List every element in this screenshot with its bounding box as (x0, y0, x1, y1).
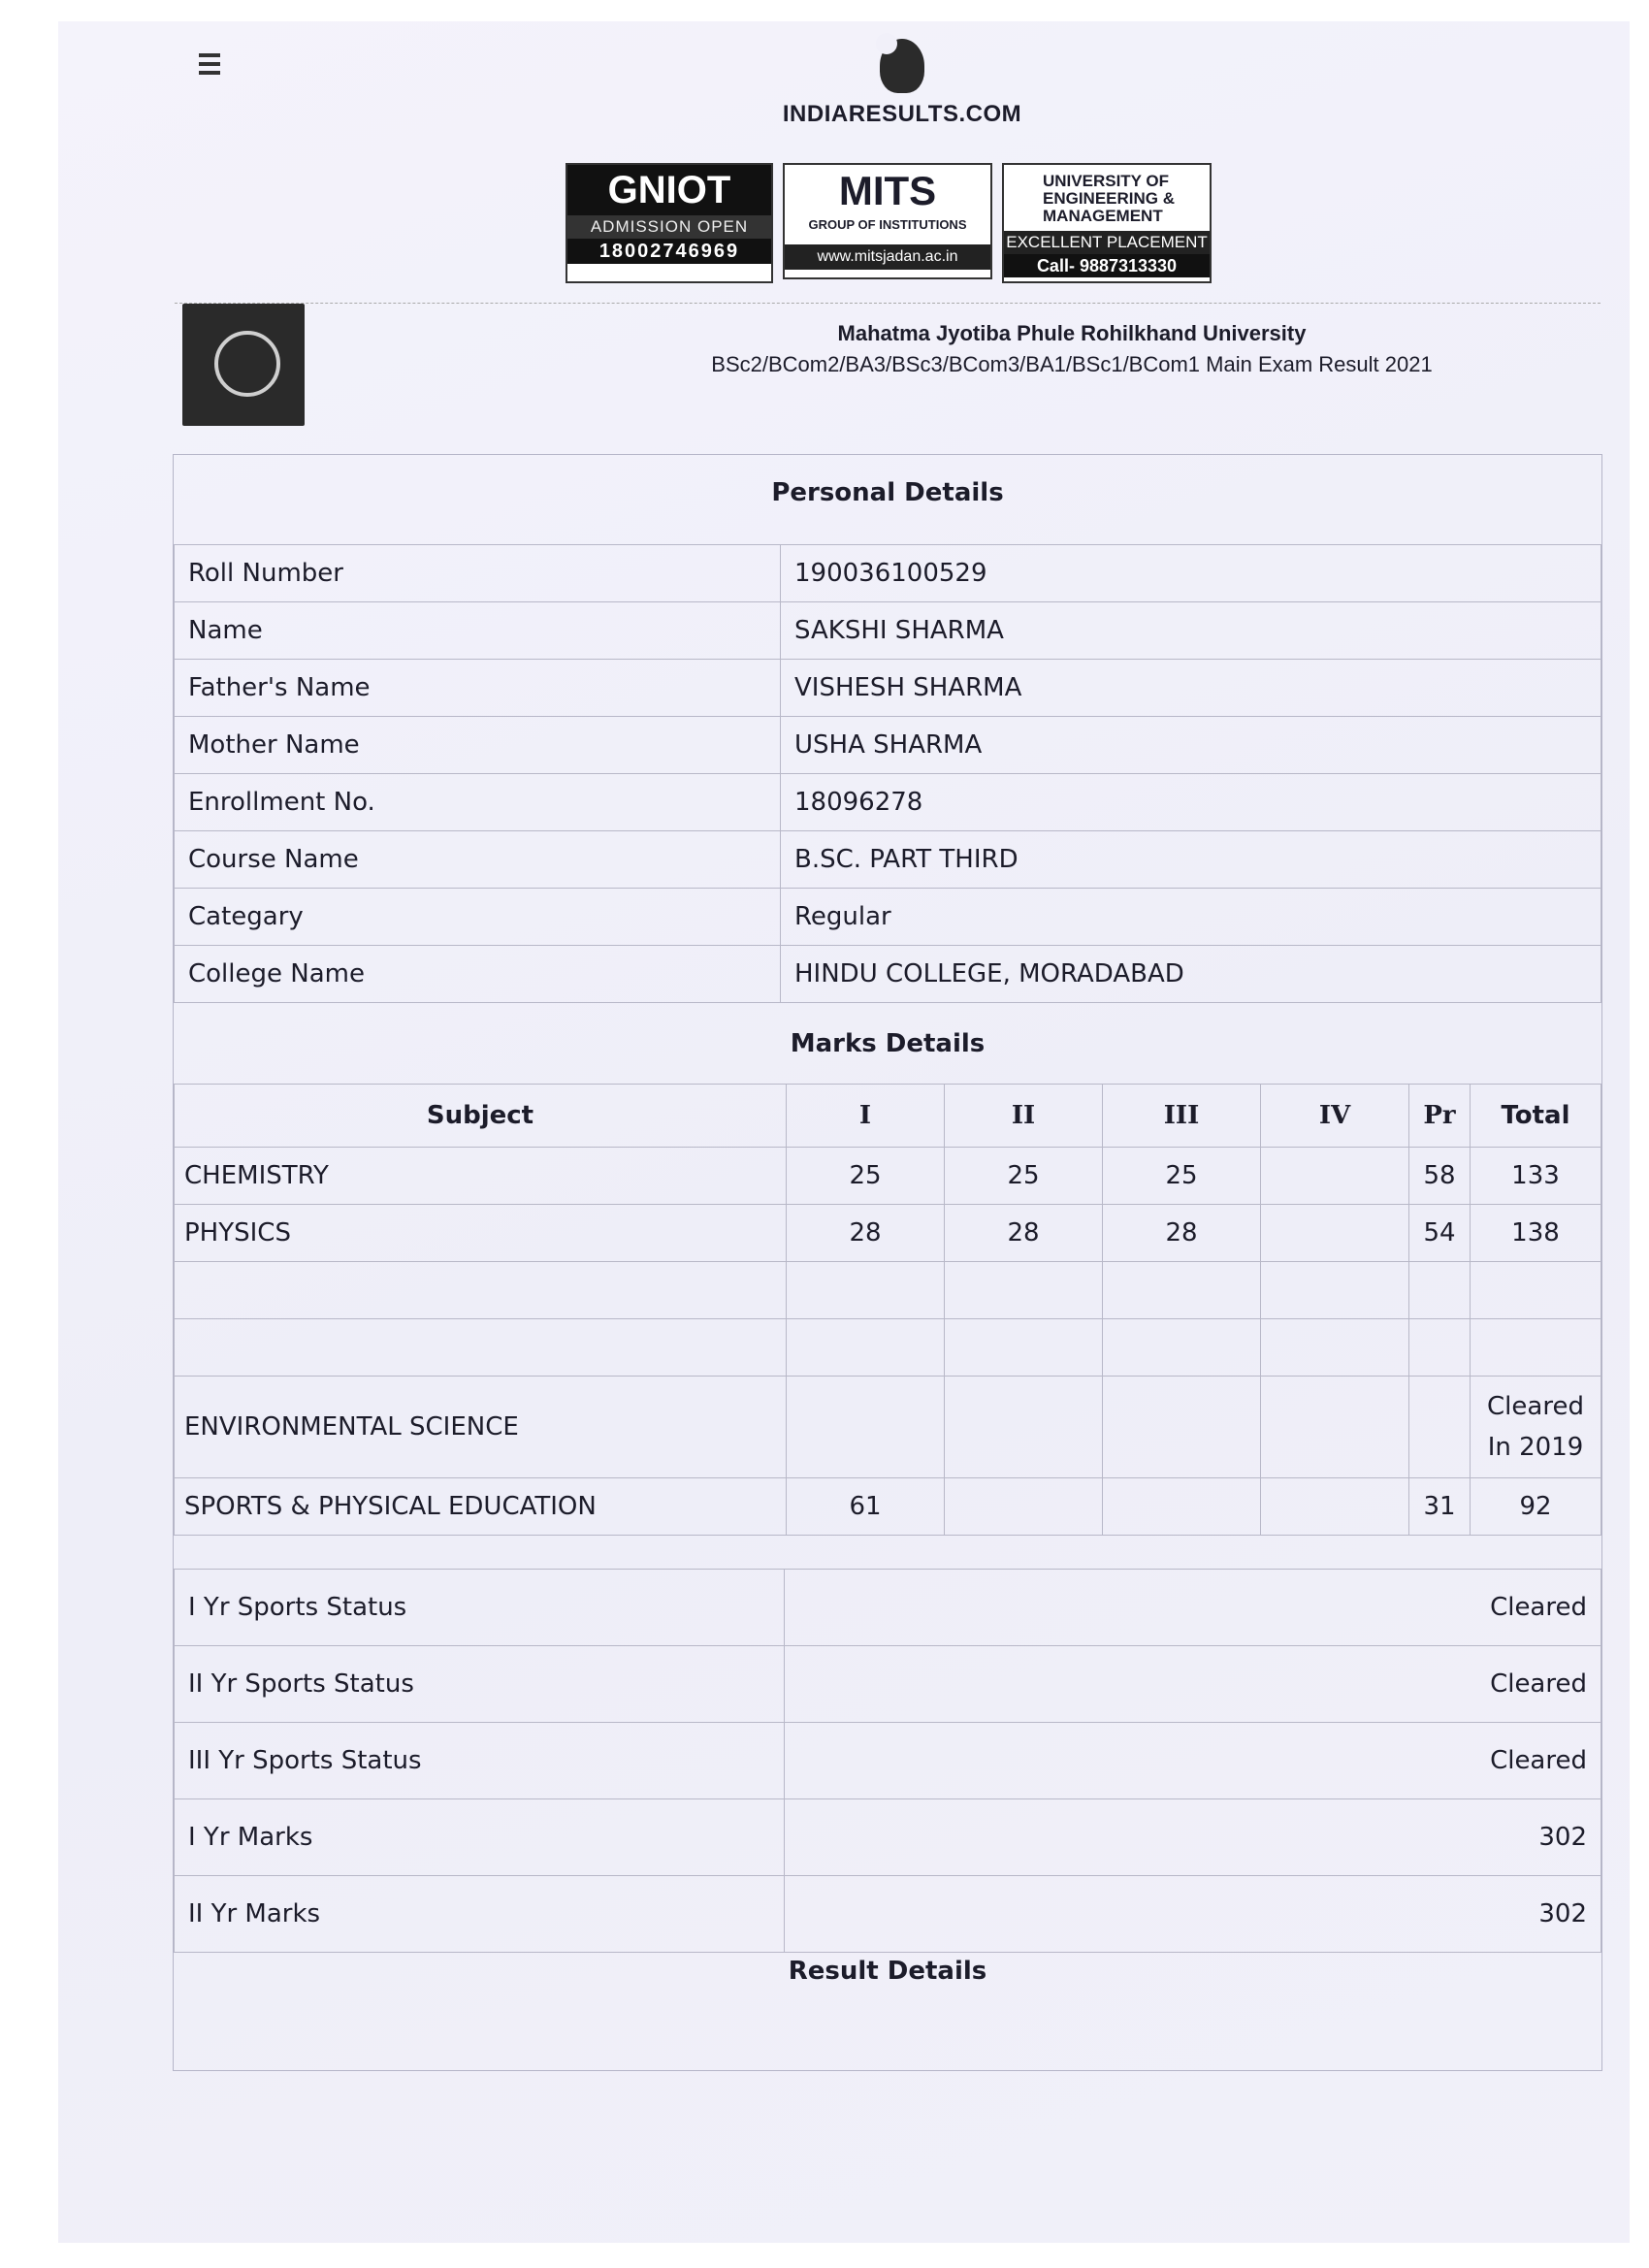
ad-tagline: ADMISSION OPEN (567, 215, 771, 239)
status-label: II Yr Sports Status (175, 1646, 785, 1723)
status-value: 302 (785, 1799, 1601, 1876)
table-row (175, 1646, 1601, 1723)
university-header (175, 303, 1600, 430)
field-value: 190036100529 (781, 545, 1601, 602)
ad-mits[interactable] (783, 163, 992, 279)
table-row (175, 1478, 1601, 1536)
field-label: Enrollment No. (175, 774, 781, 831)
ad-uem[interactable] (1002, 163, 1212, 283)
field-label: Mother Name (175, 717, 781, 774)
col-total: Total (1471, 1085, 1601, 1148)
mark-cell (1261, 1205, 1409, 1262)
total-cell: Cleared In 2019 (1471, 1377, 1601, 1478)
menu-icon[interactable] (199, 53, 220, 75)
table-row (175, 660, 1601, 717)
result-container (173, 454, 1602, 2071)
field-value: Regular (781, 889, 1601, 946)
mark-cell: 28 (787, 1205, 945, 1262)
mark-cell (1103, 1319, 1261, 1377)
ad-gniot[interactable] (566, 163, 773, 283)
mark-cell (1261, 1319, 1409, 1377)
mark-cell (1103, 1478, 1261, 1536)
table-row (175, 1377, 1601, 1478)
table-row (175, 1876, 1601, 1953)
table-row (175, 1319, 1601, 1377)
col-paper-4: IV (1261, 1085, 1409, 1148)
personal-details-table (174, 544, 1601, 1003)
mark-cell (1103, 1377, 1261, 1478)
mark-cell: 61 (787, 1478, 945, 1536)
subject-cell: PHYSICS (175, 1205, 787, 1262)
mark-cell (1261, 1262, 1409, 1319)
table-row (175, 1570, 1601, 1646)
col-subject: Subject (175, 1085, 787, 1148)
status-value: Cleared (785, 1570, 1601, 1646)
mark-cell: 28 (1103, 1205, 1261, 1262)
ad-contact: 18002746969 (567, 239, 771, 264)
field-value: HINDU COLLEGE, MORADABAD (781, 946, 1601, 1003)
table-row (175, 1799, 1601, 1876)
mark-cell: 25 (945, 1148, 1103, 1205)
col-practical: Pr (1409, 1085, 1471, 1148)
mark-cell (945, 1319, 1103, 1377)
subject-cell: ENVIRONMENTAL SCIENCE (175, 1377, 787, 1478)
field-label: College Name (175, 946, 781, 1003)
mark-cell (1103, 1262, 1261, 1319)
table-header-row (175, 1085, 1601, 1148)
ad-brand: UNIVERSITY OF ENGINEERING & MANAGEMENT (1043, 172, 1176, 225)
logo-mark-icon (880, 39, 924, 93)
mark-cell (945, 1478, 1103, 1536)
mark-cell (1261, 1148, 1409, 1205)
ad-tagline: EXCELLENT PLACEMENT (1004, 231, 1210, 254)
col-paper-2: II (945, 1085, 1103, 1148)
ad-brand: MITS (838, 168, 937, 213)
status-label: II Yr Marks (175, 1876, 785, 1953)
mark-cell (945, 1377, 1103, 1478)
table-row (175, 1148, 1601, 1205)
mark-cell (945, 1262, 1103, 1319)
mark-cell (787, 1377, 945, 1478)
marks-details-heading: Marks Details (790, 1029, 986, 1058)
mark-cell (1409, 1377, 1471, 1478)
mark-cell (787, 1262, 945, 1319)
table-row (175, 774, 1601, 831)
table-row (175, 1205, 1601, 1262)
subject-cell (175, 1262, 787, 1319)
ad-banners (566, 163, 1212, 283)
total-cell: 138 (1471, 1205, 1601, 1262)
mark-cell: 58 (1409, 1148, 1471, 1205)
mark-cell: 54 (1409, 1205, 1471, 1262)
field-label: Name (175, 602, 781, 660)
field-value: USHA SHARMA (781, 717, 1601, 774)
mark-cell: 31 (1409, 1478, 1471, 1536)
mark-cell: 25 (787, 1148, 945, 1205)
subject-cell: CHEMISTRY (175, 1148, 787, 1205)
status-table (174, 1569, 1601, 1953)
field-label: Categary (175, 889, 781, 946)
table-row (175, 946, 1601, 1003)
table-row (175, 889, 1601, 946)
table-row (175, 1723, 1601, 1799)
result-details-heading: Result Details (788, 1957, 987, 1986)
field-value: B.SC. PART THIRD (781, 831, 1601, 889)
university-seal-icon (182, 304, 305, 426)
table-row (175, 717, 1601, 774)
col-paper-3: III (1103, 1085, 1261, 1148)
total-cell: 133 (1471, 1148, 1601, 1205)
subject-cell (175, 1319, 787, 1377)
site-logo[interactable] (776, 39, 1028, 128)
ad-contact: Call- 9887313330 (1004, 254, 1210, 277)
status-label: I Yr Sports Status (175, 1570, 785, 1646)
field-value: VISHESH SHARMA (781, 660, 1601, 717)
field-value: 18096278 (781, 774, 1601, 831)
university-name: Mahatma Jyotiba Phule Rohilkhand University (837, 321, 1307, 345)
ad-tagline: GROUP OF INSTITUTIONS (808, 217, 967, 232)
field-value: SAKSHI SHARMA (781, 602, 1601, 660)
exam-title: BSc2/BCom2/BA3/BSc3/BCom3/BA1/BSc1/BCom1 Main Exam Result 2021 (711, 352, 1433, 376)
subject-cell: SPORTS & PHYSICAL EDUCATION (175, 1478, 787, 1536)
status-value: 302 (785, 1876, 1601, 1953)
mark-cell: 25 (1103, 1148, 1261, 1205)
ad-brand: GNIOT (567, 165, 771, 215)
mark-cell (787, 1319, 945, 1377)
marks-table (174, 1084, 1601, 1536)
table-row (175, 1262, 1601, 1319)
table-row (175, 831, 1601, 889)
mark-cell (1261, 1377, 1409, 1478)
personal-details-heading: Personal Details (771, 478, 1004, 507)
total-cell (1471, 1319, 1601, 1377)
total-cell (1471, 1262, 1601, 1319)
status-label: I Yr Marks (175, 1799, 785, 1876)
table-row (175, 602, 1601, 660)
mark-cell (1261, 1478, 1409, 1536)
status-label: III Yr Sports Status (175, 1723, 785, 1799)
field-label: Father's Name (175, 660, 781, 717)
mark-cell (1409, 1319, 1471, 1377)
status-value: Cleared (785, 1646, 1601, 1723)
field-label: Roll Number (175, 545, 781, 602)
mark-cell: 28 (945, 1205, 1103, 1262)
ad-contact: www.mitsjadan.ac.in (785, 244, 990, 270)
table-row (175, 545, 1601, 602)
total-cell: 92 (1471, 1478, 1601, 1536)
status-value: Cleared (785, 1723, 1601, 1799)
field-label: Course Name (175, 831, 781, 889)
mark-cell (1409, 1262, 1471, 1319)
col-paper-1: I (787, 1085, 945, 1148)
site-name: INDIARESULTS.COM (782, 101, 1022, 127)
